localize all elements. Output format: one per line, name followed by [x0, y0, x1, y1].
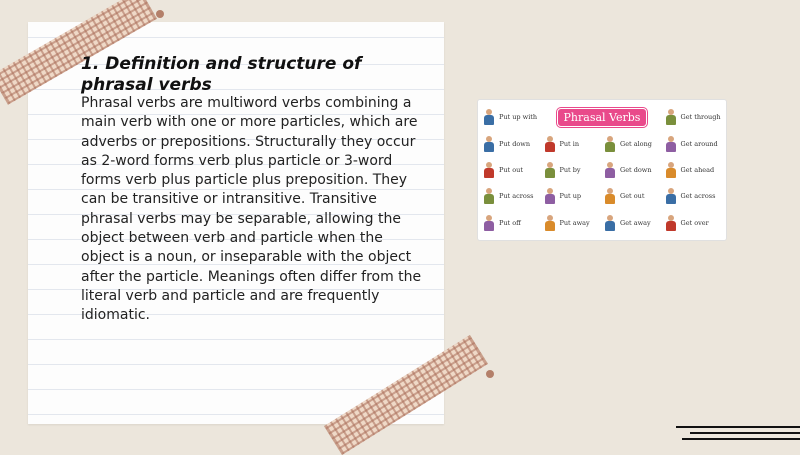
person-figure-icon: [664, 188, 678, 204]
person-figure-icon: [603, 136, 617, 152]
cell-label: Get out: [620, 192, 645, 201]
infographic-cell: [482, 210, 541, 236]
section-heading: 1. Definition and structure of phrasal verbs: [81, 54, 362, 95]
cell-label: Put in: [559, 139, 580, 148]
infographic-cell: [603, 157, 662, 183]
person-figure-icon: [664, 215, 678, 231]
person-figure-icon: [482, 109, 496, 125]
person-figure-icon: [603, 162, 617, 178]
tape-pin-icon: [156, 10, 164, 18]
infographic-cell: [603, 183, 662, 209]
infographic-cell: [543, 157, 602, 183]
person-figure-icon: [664, 109, 678, 125]
infographic-title-badge: [543, 104, 662, 130]
cell-label: Put out: [499, 165, 523, 174]
infographic-cell: [543, 210, 602, 236]
person-figure-icon: [543, 215, 557, 231]
person-figure-icon: [603, 215, 617, 231]
infographic-cell: [664, 183, 723, 209]
infographic-cell: [603, 210, 662, 236]
infographic-cell: [664, 210, 723, 236]
infographic-cell: [543, 130, 602, 156]
person-figure-icon: [543, 162, 557, 178]
person-figure-icon: [543, 188, 557, 204]
person-figure-icon: [482, 215, 496, 231]
infographic-cell: [482, 104, 541, 130]
decorative-lines: [676, 424, 800, 444]
infographic-cell: [482, 183, 541, 209]
infographic-cell: [482, 157, 541, 183]
person-figure-icon: [482, 136, 496, 152]
infographic-cell: [664, 104, 723, 130]
cell-label: Put up: [559, 192, 582, 201]
cell-label: Get ahead: [680, 165, 715, 174]
cell-label: Get through: [680, 113, 721, 122]
person-figure-icon: [543, 136, 557, 152]
cell-label: Get around: [680, 139, 718, 148]
person-figure-icon: [664, 136, 678, 152]
cell-label: Put down: [499, 139, 531, 148]
person-figure-icon: [482, 162, 496, 178]
infographic-cell: [664, 157, 723, 183]
infographic-cell: [482, 130, 541, 156]
cell-label: Put away: [559, 218, 590, 227]
tape-pin-icon: [486, 370, 494, 378]
phrasal-verbs-infographic: [478, 100, 726, 240]
person-figure-icon: [664, 162, 678, 178]
infographic-cell: [543, 183, 602, 209]
person-figure-icon: [482, 188, 496, 204]
cell-label: Get along: [620, 139, 652, 148]
cell-label: Get over: [680, 218, 709, 227]
infographic-cell: [603, 130, 662, 156]
cell-label: Get across: [680, 192, 716, 201]
cell-label: Put across: [499, 192, 534, 201]
cell-label: Put up with: [499, 113, 538, 122]
definition-paragraph: Phrasal verbs are multiword verbs combining a main verb with one or more particles, which are adverbs or prepositions. Structurally they occur as 2-word forms verb plus particle or 3-word forms verb plus particle plus preposition. They can be transitive or intransitive. Transitive phrasal verbs may be separable, allowing the object between verb and particle when the object is a noun, or inseparable with the object after the particle. Meanings often differ from the literal verb and particle and are frequently idiomatic.: [81, 95, 422, 324]
cell-label: Put by: [559, 165, 581, 174]
cell-label: Get down: [620, 165, 652, 174]
cell-label: Get away: [620, 218, 651, 227]
infographic-title: Phrasal Verbs: [557, 108, 648, 127]
cell-label: Put off: [499, 218, 521, 227]
person-figure-icon: [603, 188, 617, 204]
infographic-cell: [664, 130, 723, 156]
